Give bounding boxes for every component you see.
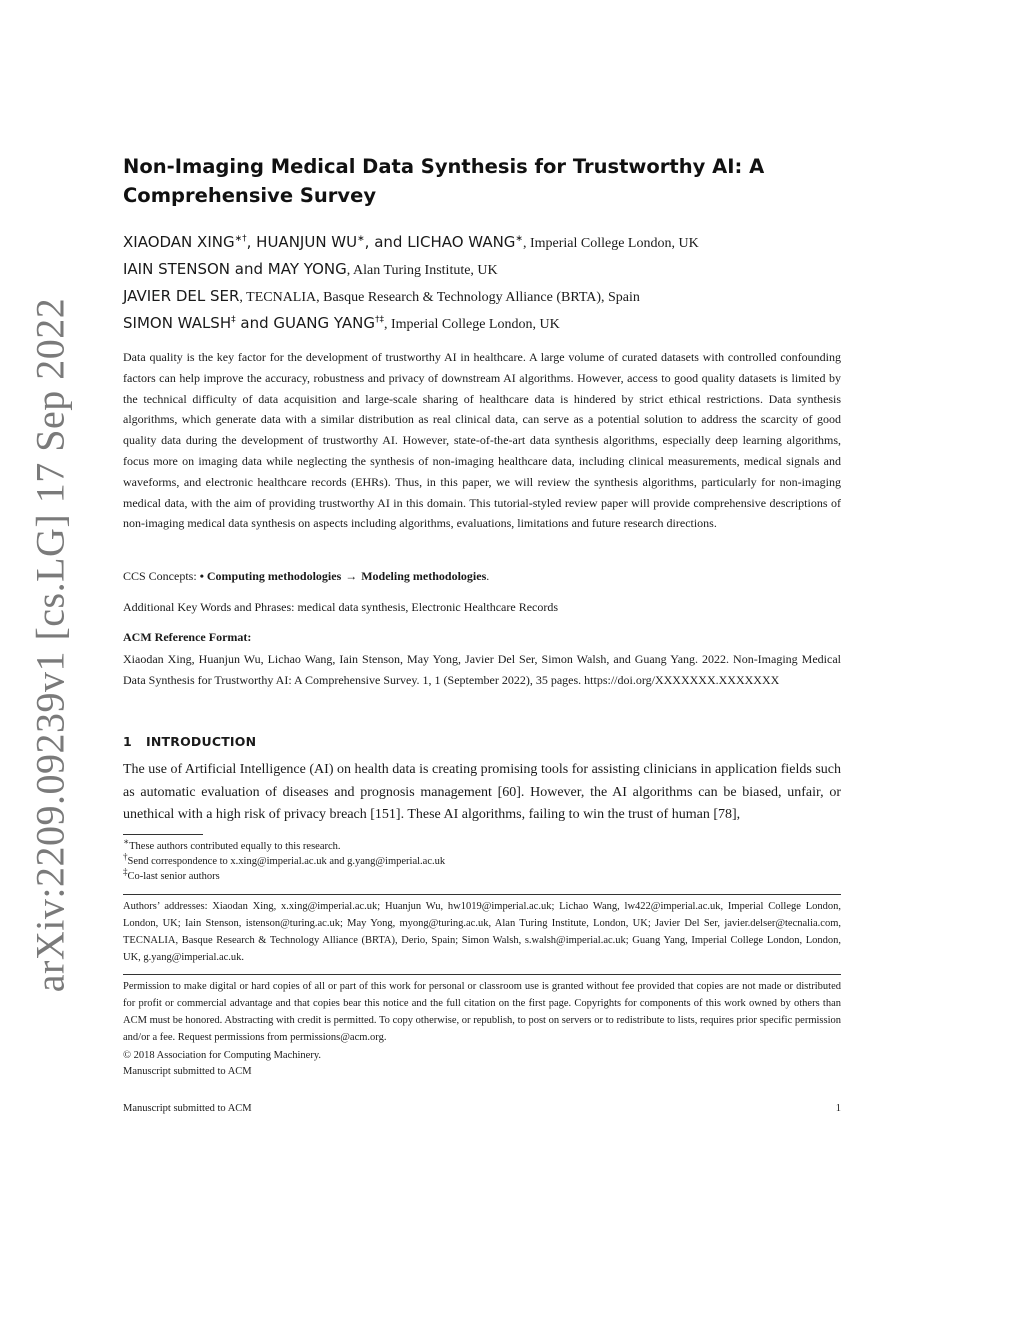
- author-line-4: [123, 310, 841, 337]
- ccs-label: CCS Concepts:: [123, 569, 200, 583]
- footnote: [123, 866, 841, 884]
- author-names: , and LICHAO WANG: [364, 233, 516, 251]
- manuscript-note: Manuscript submitted to ACM: [123, 1066, 252, 1077]
- footnote: [123, 851, 841, 869]
- page-number: 1: [835, 1103, 841, 1114]
- page-footer: [123, 1101, 841, 1116]
- author-mark: ∗: [357, 234, 365, 244]
- ccs-bullet: •: [199, 569, 207, 583]
- ccs-concept: Computing methodologies: [206, 569, 342, 583]
- author-names: and GUANG YANG: [235, 314, 375, 332]
- author-names: XIAODAN XING: [123, 233, 235, 251]
- footnotes: [123, 836, 841, 884]
- introduction-paragraph: The use of Artificial Intelligence (AI) on health data is creating promising tools for assisting clinicians in application fields such as automatic evaluation of diseases and prognosis management [60]. However, the AI algorithms can be biased, unfair, or unethical with a high risk of privacy breach [151]. These AI algorithms, failing to win the trust of human [78],: [123, 762, 841, 822]
- author-affiliation: , TECNALIA, Basque Research & Technology Alliance (BRTA), Spain: [239, 290, 640, 305]
- arxiv-identifier-stamp: arXiv:2209.09239v1 [cs.LG] 17 Sep 2022: [27, 297, 73, 993]
- author-names: , HUANJUN WU: [246, 233, 358, 251]
- author-line-2: [123, 256, 841, 283]
- footnote: [123, 836, 841, 854]
- authors-addresses: Authors’ addresses: Xiaodan Xing, x.xing@imperial.ac.uk; Huanjun Wu, hw1019@imperial.ac.uk; Lichao Wang, lw422@imperial.ac.uk, Imperial College London, London, UK; Iain Stenson, istenson@turing.ac.uk; May Yong, myong@turing.ac.uk, Alan Turing Institute, London, UK; Javier Del Ser, javier.delser@tecnalia.com, TECNALIA, Basque Research & Technology Alliance (BRTA), Derio, Spain; Simon Walsh, s.walsh@imperial.ac.uk; Guang Yang, Imperial College London, London, UK, g.yang@imperial.ac.uk.: [123, 901, 841, 963]
- author-mark: ∗: [515, 234, 523, 244]
- paper-title: Non-Imaging Medical Data Synthesis for Trustworthy AI: A Comprehensive Survey: [123, 155, 765, 207]
- author-mark: ‡: [231, 315, 236, 325]
- author-mark: ∗†: [234, 234, 247, 244]
- author-line-1: [123, 229, 841, 256]
- section-heading: [123, 733, 256, 751]
- author-affiliation: , Imperial College London, UK: [522, 236, 699, 251]
- keywords: Additional Key Words and Phrases: medical data synthesis, Electronic Healthcare Records: [123, 600, 559, 614]
- section-title: INTRODUCTION: [146, 734, 257, 749]
- copyright-line: © 2018 Association for Computing Machinery.: [123, 1050, 322, 1061]
- author-block: [123, 229, 841, 337]
- footnote-mark: ‡: [123, 866, 128, 877]
- permission-rule: [123, 974, 841, 975]
- ccs-concepts: [123, 567, 841, 585]
- footnote-rule: [123, 834, 203, 835]
- section-number: 1: [123, 734, 132, 749]
- footnote-text: These authors contributed equally to this research.: [129, 841, 341, 852]
- author-names: SIMON WALSH: [123, 314, 232, 332]
- footnote-mark: ∗: [123, 836, 130, 847]
- author-names: IAIN STENSON and MAY YONG: [123, 260, 347, 278]
- ccs-end: .: [486, 569, 490, 583]
- footnote-text: Send correspondence to x.xing@imperial.ac.uk and g.yang@imperial.ac.uk: [127, 856, 446, 867]
- author-mark: †‡: [374, 315, 384, 325]
- ccs-arrow: →: [345, 569, 358, 583]
- footnote-text: Co-last senior authors: [127, 871, 220, 882]
- footer-venue: Manuscript submitted to ACM: [123, 1103, 252, 1114]
- author-affiliation: , Imperial College London, UK: [383, 317, 560, 332]
- addresses-rule: [123, 894, 841, 895]
- permission-notice: Permission to make digital or hard copies of all or part of this work for personal or classroom use is granted without fee provided that copies are not made or distributed for profit or commercial advantage and that copies bear this notice and the full citation on the first page. Copyrights for components of this work owned by others than ACM must be honored. Abstracting with credit is permitted. To copy otherwise, or republish, to post on servers or to redistribute to lists, requires prior specific permission and/or a fee. Request permissions from permissions@acm.org.: [123, 981, 841, 1043]
- ccs-concept: Modeling methodologies: [361, 569, 487, 583]
- footnote-mark: †: [123, 851, 128, 862]
- acm-reference-heading: ACM Reference Format:: [123, 630, 252, 644]
- author-affiliation: , Alan Turing Institute, UK: [346, 263, 498, 278]
- acm-reference-text: Xiaodan Xing, Huanjun Wu, Lichao Wang, Iain Stenson, May Yong, Javier Del Ser, Simon Walsh, and Guang Yang. 2022. Non-Imaging Medical Data Synthesis for Trustworthy AI: A Comprehensive Survey. 1, 1 (September 2022), 35 pages. https://doi.org/XXXXXXX.XXXXXXX: [123, 652, 841, 687]
- author-names: JAVIER DEL SER: [123, 287, 240, 305]
- abstract: Data quality is the key factor for the development of trustworthy AI in healthcare. A large volume of curated datasets with controlled confounding factors can help improve the accuracy, robustness and privacy of downstream AI algorithms. However, access to good quality datasets is limited by the technical difficulty of data acquisition and large-scale sharing of healthcare data is hindered by strict ethical restrictions. Data synthesis algorithms, which generate data with a similar distribution as real clinical data, can serve as a potential solution to address the scarcity of good quality data during the development of trustworthy AI. However, state-of-the-art data synthesis algorithms, especially deep learning algorithms, focus more on imaging data while neglecting the synthesis of non-imaging healthcare data, including clinical measurements, medical signals and waveforms, and electronic healthcare records (EHRs). Thus, in this paper, we will review the synthesis algorithms, particularly for non-imaging medical data, with the aim of providing trustworthy AI in this domain. This tutorial-styled review paper will provide comprehensive descriptions of non-imaging medical data synthesis on aspects including algorithms, evaluations, limitations and future research directions.: [123, 350, 841, 531]
- author-line-3: [123, 283, 841, 310]
